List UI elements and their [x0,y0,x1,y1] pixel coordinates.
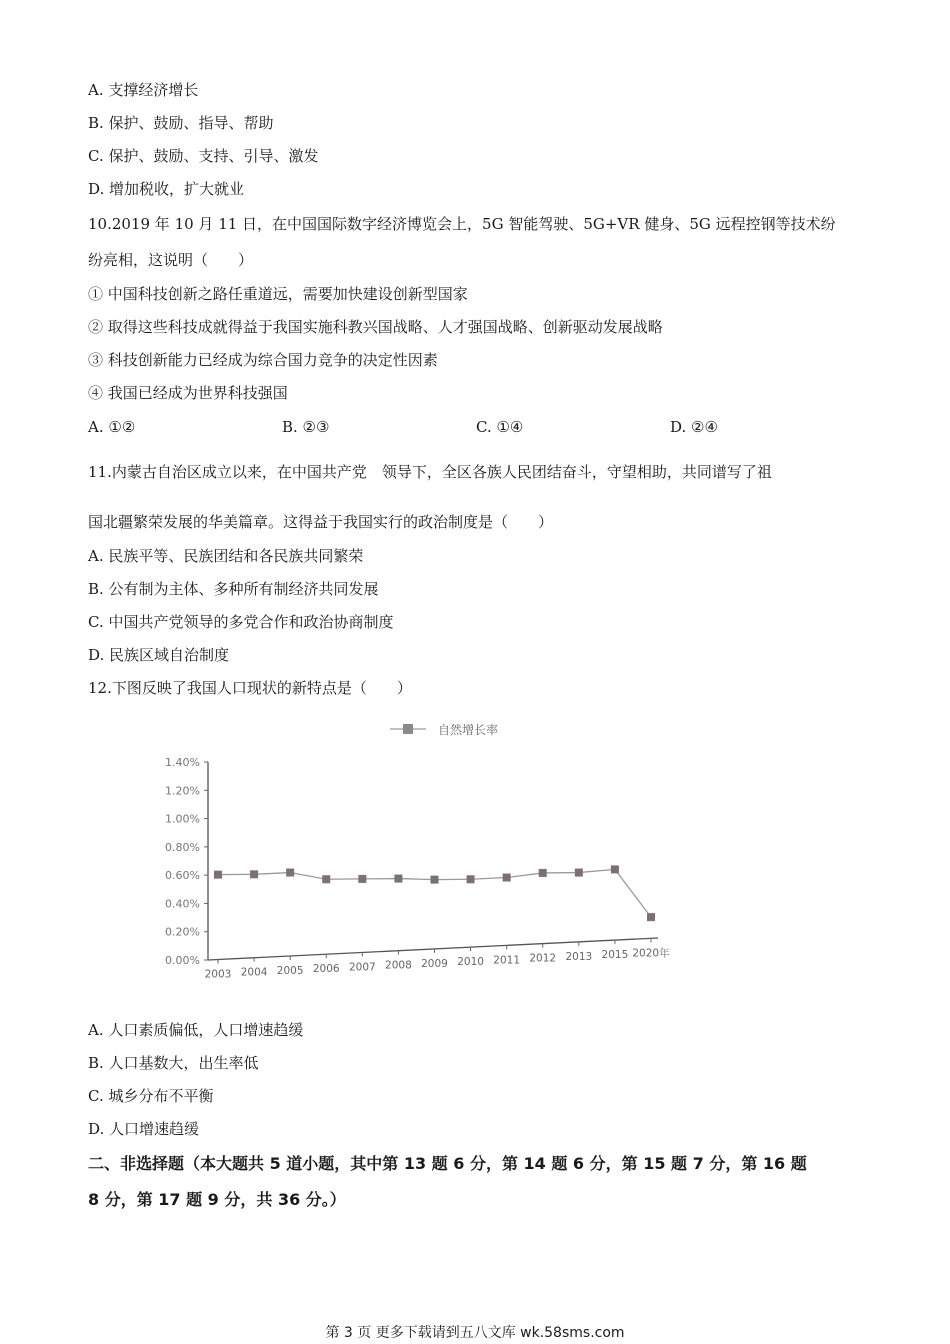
chart-legend [390,722,498,737]
y-tick-label: 0.00% [165,954,200,967]
data-point [431,876,439,884]
y-tick-label: 0.20% [165,925,200,939]
q12-option-a: A. 人口素质偏低，人口增速趋缓 [88,1021,304,1039]
q12-option-d: D. 人口增速趋缓 [88,1120,200,1138]
x-tick-label: 2008 [385,959,412,972]
q11-option-a: A. 民族平等、民族团结和各民族共同繁荣 [88,547,364,565]
x-tick-label: 2005 [276,964,304,977]
data-point [503,874,511,882]
q10-statement-1: ① 中国科技创新之路任重道远，需要加快建设创新型国家 [88,285,468,303]
y-tick-label: 1.00% [165,812,200,826]
q11-option-d: D. 民族区域自治制度 [88,646,230,664]
y-tick-label: 0.40% [165,897,200,911]
data-point [575,869,583,877]
legend-marker [403,724,413,734]
q12-option-c: C. 城乡分布不平衡 [88,1087,214,1105]
q10-option-c: C. ①④ [476,418,524,436]
q10-option-a: A. ①② [88,418,136,436]
q11-option-b: B. 公有制为主体、多种所有制经济共同发展 [88,580,379,598]
data-point [539,869,547,877]
x-tick-label: 2012 [529,952,557,965]
section2-heading-line2: 8 分，第 17 题 9 分，共 36 分。） [88,1190,346,1209]
q10-option-b: B. ②③ [282,418,330,436]
data-point [647,913,655,921]
data-point [322,875,330,883]
q11-stem-line2: 国北疆繁荣发展的华美篇章。这得益于我国实行的政治制度是（ ） [88,513,554,531]
q9-option-d: D. 增加税收，扩大就业 [88,180,245,198]
q10-statement-4: ④ 我国已经成为世界科技强国 [88,384,288,402]
q9-option-c: C. 保护、鼓励、支持、引导、激发 [88,147,319,165]
q9-option-a: A. 支撑经济增长 [88,81,199,99]
q12-option-b: B. 人口基数大，出生率低 [88,1054,259,1072]
x-tick-label: 2004 [240,966,268,979]
data-point [358,875,366,883]
q12-stem: 12.下图反映了我国人口现状的新特点是（ ） [88,679,412,697]
q11-stem-line1: 11.内蒙古自治区成立以来，在中国共产党 领导下，全区各族人民团结奋斗，守望相助，共同谱写了祖 [88,463,772,481]
x-tick-label: 2006 [312,963,340,976]
data-point [286,869,294,877]
page-footer: 第 3 页 更多下载请到五八文库 wk.58sms.com [325,1325,625,1341]
data-point [394,875,402,883]
q9-option-b: B. 保护、鼓励、指导、帮助 [88,114,274,132]
y-tick-label: 0.80% [165,840,200,854]
section2-heading-line1: 二、非选择题（本大题共 5 道小题，其中第 13 题 6 分，第 14 题 6 分，第 15 题 7 分，第 16 题 [88,1154,807,1173]
x-tick-label: 2007 [348,961,376,974]
data-point [250,870,258,878]
q10-statement-3: ③ 科技创新能力已经成为综合国力竞争的决定性因素 [88,351,438,369]
data-point [467,875,475,883]
q10-statement-2: ② 取得这些科技成就得益于我国实施科教兴国战略、人才强国战略、创新驱动发展战略 [88,318,663,336]
y-tick-label: 1.40% [165,756,200,769]
population-growth-chart [120,712,680,992]
data-point [214,871,222,879]
legend-label: 自然增长率 [438,723,499,737]
x-tick-label: 2009 [421,957,448,970]
q10-stem-line2: 纷亮相，这说明（ ） [88,251,254,269]
x-tick-label: 2013 [565,950,593,963]
x-tick-label: 2015 [601,949,629,962]
data-point [611,865,619,873]
q11-option-c: C. 中国共产党领导的多党合作和政治协商制度 [88,613,394,631]
y-tick-label: 0.60% [165,869,200,883]
x-tick-label: 2003 [204,968,232,981]
x-tick-label: 2011 [493,954,521,967]
q10-stem-line1: 10.2019 年 10 月 11 日，在中国国际数字经济博览会上，5G 智能驾驶、5G+VR 健身、5G 远程控钢等技术纷 [88,215,836,233]
x-tick-label: 2020年 [632,947,670,960]
q10-option-d: D. ②④ [670,418,718,436]
y-tick-label: 1.20% [165,784,200,798]
x-tick-label: 2010 [457,956,484,969]
